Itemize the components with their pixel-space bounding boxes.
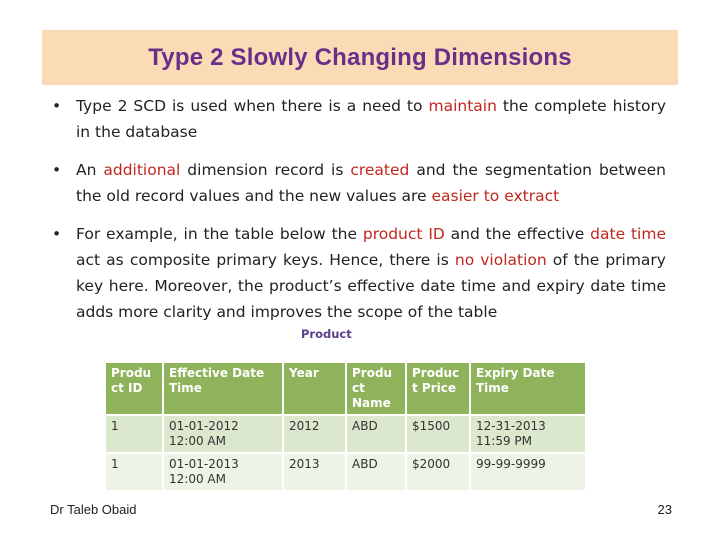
table-cell: 99-99-9999 <box>470 453 586 491</box>
bullet-text: dimension record is <box>180 161 351 179</box>
bullet-item <box>52 221 666 325</box>
bullet-item <box>52 93 666 145</box>
table-cell: ABD <box>346 415 406 453</box>
table-cell: 01-01-2012 12:00 AM <box>163 415 283 453</box>
table-cell: 2013 <box>283 453 346 491</box>
footer-author: Dr Taleb Obaid <box>50 502 137 517</box>
column-header: Year <box>283 362 346 415</box>
page-number: 23 <box>657 502 672 517</box>
column-header: Expiry Date Time <box>470 362 586 415</box>
bullet-item <box>52 157 666 209</box>
table-cell: 2012 <box>283 415 346 453</box>
column-header: Produc t Price <box>406 362 470 415</box>
highlighted-text: maintain <box>428 97 497 115</box>
table-cell: 1 <box>105 453 163 491</box>
bullet-text: and the segmentation between the old record values and the new values are <box>76 161 666 205</box>
highlighted-text: created <box>350 161 410 179</box>
bullet-text: of the primary key here. Moreover, the product’s effective date time and expiry date time adds more clarity and improves the scope of the table <box>76 251 666 321</box>
bullet-marker: • <box>52 161 62 179</box>
highlighted-text: product ID <box>362 225 445 243</box>
table-header-row <box>105 362 586 415</box>
bullet-text: the complete history in the database <box>76 97 666 141</box>
highlighted-text: date time <box>590 225 666 243</box>
table-cell: 1 <box>105 415 163 453</box>
table-cell: $2000 <box>406 453 470 491</box>
table-caption: Product <box>301 327 352 341</box>
table-cell: 12-31-2013 11:59 PM <box>470 415 586 453</box>
highlighted-text: additional <box>103 161 181 179</box>
bullet-text: For example, in the table below the <box>76 225 363 243</box>
column-header: Produ ct ID <box>105 362 163 415</box>
table-cell: $1500 <box>406 415 470 453</box>
product-table <box>104 361 587 492</box>
bullet-list <box>52 93 666 337</box>
column-header: Produ ct Name <box>346 362 406 415</box>
bullet-text: and the effective <box>444 225 591 243</box>
slide-title: Type 2 Slowly Changing Dimensions <box>148 43 572 71</box>
table-row <box>105 415 586 453</box>
highlighted-text: no violation <box>454 251 547 269</box>
bullet-marker: • <box>52 97 62 115</box>
table-cell: ABD <box>346 453 406 491</box>
table-cell: 01-01-2013 12:00 AM <box>163 453 283 491</box>
column-header: Effective Date Time <box>163 362 283 415</box>
bullet-text: Type 2 SCD is used when there is a need to <box>76 97 429 115</box>
title-banner <box>42 30 678 85</box>
table-row <box>105 453 586 491</box>
bullet-text: act as composite primary keys. Hence, there is <box>76 251 455 269</box>
bullet-marker: • <box>52 225 62 243</box>
highlighted-text: easier to extract <box>431 187 560 205</box>
bullet-text: An <box>76 161 104 179</box>
